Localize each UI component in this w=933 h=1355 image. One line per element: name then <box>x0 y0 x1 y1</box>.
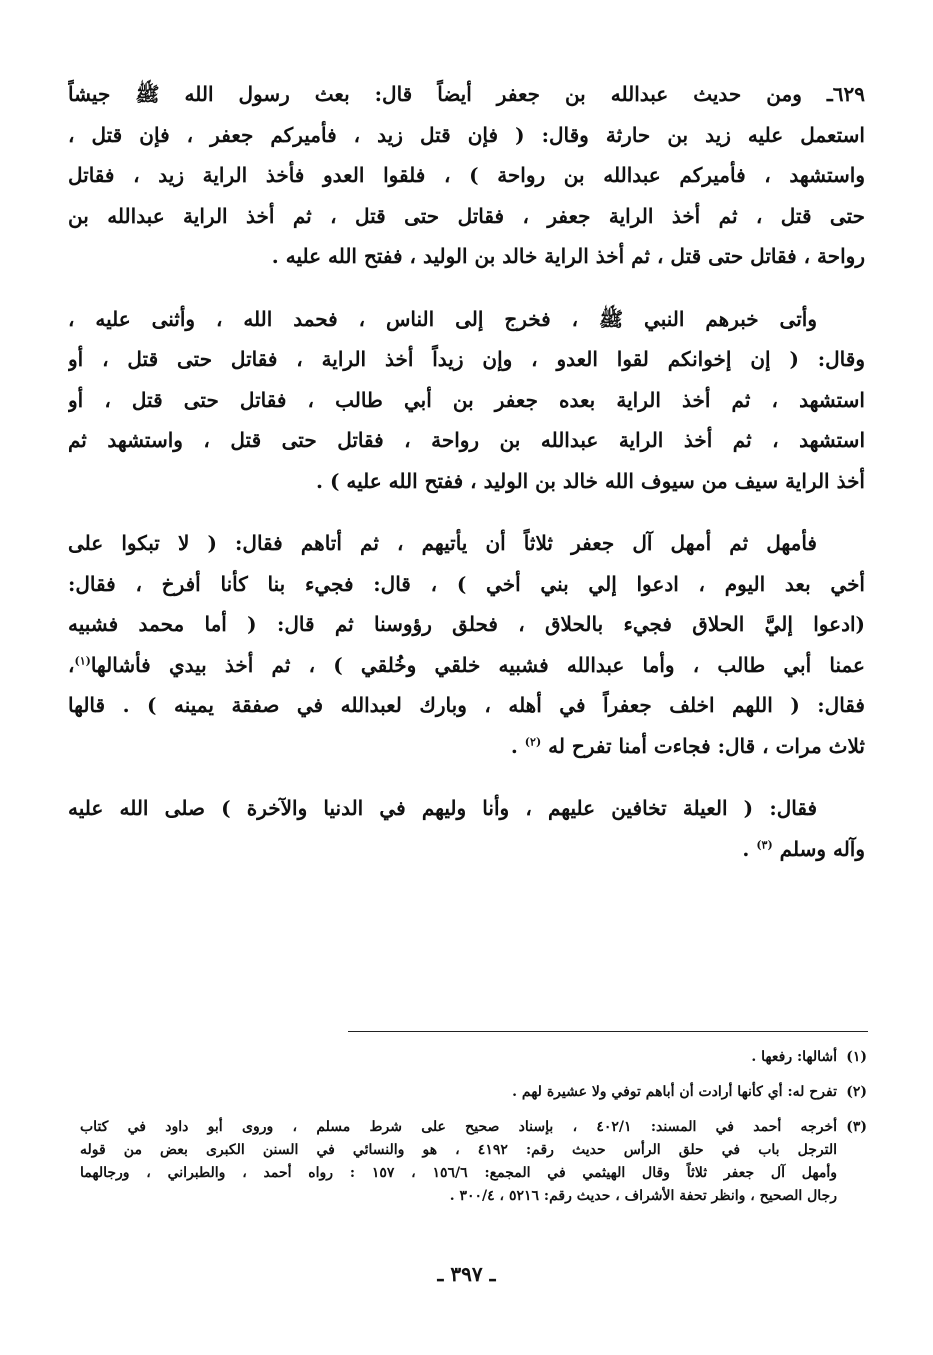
text-line-segment: وآله وسلم <box>779 836 865 861</box>
footnote-3 <box>80 1116 867 1208</box>
text-line-segment: . <box>510 733 525 758</box>
footnote-1 <box>80 1046 867 1069</box>
text-line: (ادعوا إليَّ الحلاق فجيء بالحلاق ، فحلق رؤوسنا ثم قال: ( أما محمد فشبيه <box>68 612 865 636</box>
text-line: فقال: ( العيلة تخافين عليهم ، وأنا وليهم في الدنيا والآخرة ) صلى الله عليه <box>68 796 817 820</box>
text-line: وأتى خبرهم النبي ﷺ ، فخرج إلى الناس ، فحمد الله ، وأثنى عليه ، <box>68 306 817 331</box>
text-line: واستشهد ، فأميركم عبدالله بن رواحة ) ، فلقوا العدو فأخذ الراية زيد ، فقاتل <box>68 163 865 187</box>
text-line: استشهد ، ثم أخذ الراية بعده جعفر بن أبي طالب ، فقاتل حتى قتل ، أو <box>68 387 865 412</box>
text-line: وقال: ( إن إخوانكم لقوا العدو ، وإن زيداً أخذ الراية ، فقاتل حتى قتل ، أو <box>68 347 865 371</box>
text-line-segment: ، <box>68 652 75 677</box>
footnote-line: أخرجه أحمد في المسند: ٤٠٢/١ ، بإسناد صحيح على شرط مسلم ، وروى أبو داود في كتاب <box>80 1119 837 1135</box>
footnote-line: أشالها: رفعها . <box>751 1049 837 1065</box>
footnote-2 <box>80 1081 867 1104</box>
footnote-ref-3[interactable]: (٣) <box>756 837 773 851</box>
text-line: أخذ الراية سيف من سيوف الله خالد بن الوليد ، ففتح الله عليه ) . <box>316 468 865 493</box>
footnote-line: وأمهل آل جعفر ثلاثاً وقال الهيثمي في المجمع: ١٥٦/٦ ، ١٥٧ : رواه أحمد ، والطبراني ، ورجالهما <box>80 1165 837 1181</box>
footnote-text <box>80 1046 837 1069</box>
footnote-text <box>80 1081 837 1104</box>
text-line <box>68 726 865 767</box>
text-line: حتى قتل ، ثم أخذ الراية جعفر ، فقاتل حتى قتل ، ثم أخذ الراية عبدالله بن <box>68 203 865 228</box>
text-line: ٦٢٩ـ ومن حديث عبدالله بن جعفر أيضاً قال: بعث رسول الله ﷺ جيشاً <box>68 82 865 106</box>
text-line <box>68 645 865 686</box>
footnote-line: تفرح له: أي كأنها أرادت أن أباهم توفي ولا عشيرة لهم . <box>512 1084 837 1100</box>
footnote-number: (٢) <box>846 1084 867 1100</box>
text-line-segment: عمنا أبي طالب ، وأما عبدالله فشبيه خلقي وخُلقي ) ، ثم أخذ بيدي فأشالها <box>90 652 865 677</box>
footnote-separator <box>348 1031 868 1032</box>
text-line: أخي بعد اليوم ، ادعوا إلي بني أخي ) ، قال: فجيء بنا كأنا أفرخ ، فقال: <box>68 571 865 596</box>
page-number: ـ ٣٩٧ ـ <box>437 1262 496 1286</box>
footnotes <box>80 1046 867 1220</box>
text-line-segment: ثلاث مرات ، قال: فجاءت أمنا تفرح له <box>548 733 865 758</box>
footnote-ref-1[interactable]: (١) <box>74 653 91 667</box>
footnote-line: رجال الصحيح ، وانظر تحفة الأشراف ، حديث رقم: ٥٢١٦ ، ٣٠٠/٤ . <box>449 1188 837 1204</box>
text-line: رواحة ، فقاتل حتى قتل ، ثم أخذ الراية خالد بن الوليد ، ففتح الله عليه . <box>271 244 865 268</box>
footnote-number: (٣) <box>846 1119 867 1135</box>
paragraph-4 <box>68 788 865 869</box>
text-line: استشهد ، ثم أخذ الراية عبدالله بن رواحة ، فقاتل حتى قتل ، واستشهد ثم <box>68 428 865 452</box>
text-line: فقال: ( اللهم اخلف جعفراً في أهله ، وبارك لعبدالله في صفقة يمينه ) . قالها <box>68 693 865 717</box>
paragraph-3 <box>68 523 865 766</box>
paragraph-1 <box>68 74 865 277</box>
footnote-ref-2[interactable]: (٢) <box>524 734 542 748</box>
footnote-number: (١) <box>846 1049 867 1065</box>
footnote-line: الترجل باب في حلق الرأس حديث رقم: ٤١٩٢ ، هو والنسائي في السنن الكبرى بعض من قوله <box>80 1142 837 1158</box>
main-text <box>68 74 865 891</box>
text-line <box>68 829 865 870</box>
text-line: فأمهل ثم أمهل آل جعفر ثلاثاً أن يأتيهم ، ثم أتاهم فقال: ( لا تبكوا على <box>68 531 817 555</box>
text-line: استعمل عليه زيد بن حارثة وقال: ( فإن قتل زيد ، فأميركم جعفر ، فإن قتل ، <box>68 122 865 147</box>
footnote-text <box>80 1116 837 1208</box>
paragraph-2 <box>68 299 865 502</box>
text-line-segment: . <box>742 836 757 861</box>
